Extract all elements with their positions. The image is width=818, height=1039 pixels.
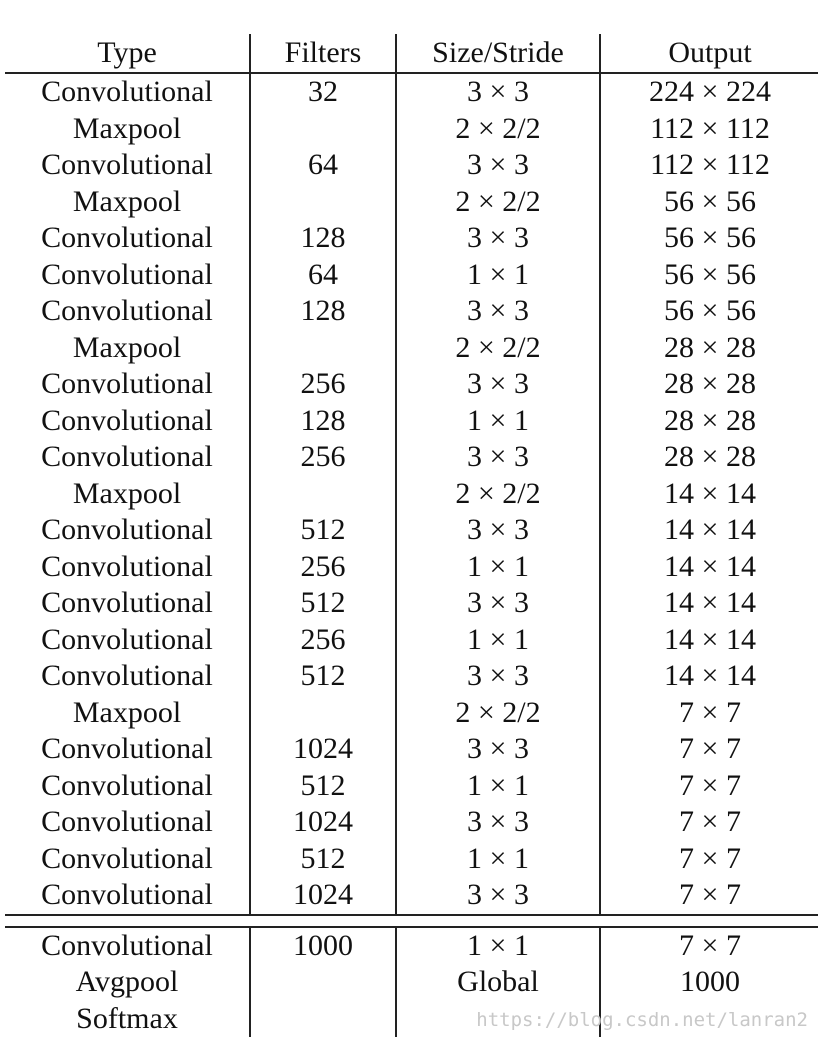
cell-output: 56 × 56 xyxy=(600,257,818,294)
cell-size-stride: 1 × 1 xyxy=(396,927,600,965)
table-row xyxy=(5,330,818,367)
table-row xyxy=(5,366,818,403)
cell-size-stride: 1 × 1 xyxy=(396,549,600,586)
cell-type: Convolutional xyxy=(41,257,213,291)
cell-type: Convolutional xyxy=(41,841,213,875)
cell-filters: 128 xyxy=(250,403,396,440)
cell-type: Convolutional xyxy=(41,513,213,546)
table-row xyxy=(5,658,818,695)
cell-type: Convolutional xyxy=(41,440,213,473)
cell-filters: 64 xyxy=(250,257,396,294)
cell-size-stride: 2 × 2/2 xyxy=(396,476,600,513)
cell-output: 7 × 7 xyxy=(600,731,818,768)
cell-filters xyxy=(250,184,396,221)
cell-filters: 128 xyxy=(250,220,396,257)
header-size-stride: Size/Stride xyxy=(396,34,600,73)
table-row xyxy=(5,549,818,586)
cell-size-stride: 3 × 3 xyxy=(396,439,600,476)
architecture-table xyxy=(5,34,818,1037)
cell-type: Convolutional xyxy=(41,549,213,583)
cell-output: 14 × 14 xyxy=(600,476,818,513)
cell-filters: 64 xyxy=(250,147,396,184)
table-row xyxy=(5,877,818,915)
cell-filters xyxy=(250,476,396,513)
cell-output: 28 × 28 xyxy=(600,439,818,476)
cell-output: 224 × 224 xyxy=(600,73,818,111)
cell-filters: 512 xyxy=(250,512,396,549)
separator-cell xyxy=(250,915,396,927)
cell-type: Maxpool xyxy=(72,330,182,364)
cell-output: 112 × 112 xyxy=(600,111,818,148)
cell-type: Convolutional xyxy=(41,75,213,108)
cell-type: Maxpool xyxy=(72,111,182,145)
cell-output: 28 × 28 xyxy=(600,330,818,367)
cell-filters xyxy=(250,1001,396,1038)
table-row xyxy=(5,439,818,476)
cell-size-stride: 3 × 3 xyxy=(396,585,600,622)
cell-size-stride: 1 × 1 xyxy=(396,768,600,805)
cell-type: Convolutional xyxy=(41,367,213,400)
cell-output: 28 × 28 xyxy=(600,366,818,403)
cell-output: 7 × 7 xyxy=(600,804,818,841)
table-row xyxy=(5,964,818,1001)
table-row xyxy=(5,804,818,841)
cell-size-stride: 1 × 1 xyxy=(396,841,600,878)
table-row xyxy=(5,184,818,221)
cell-type: Convolutional xyxy=(41,586,213,619)
cell-filters: 256 xyxy=(250,549,396,586)
cell-size-stride: 3 × 3 xyxy=(396,147,600,184)
cell-size-stride: 3 × 3 xyxy=(396,731,600,768)
cell-filters: 512 xyxy=(250,585,396,622)
cell-type: Avgpool xyxy=(75,965,179,998)
cell-size-stride: 1 × 1 xyxy=(396,403,600,440)
cell-size-stride: 3 × 3 xyxy=(396,293,600,330)
cell-filters: 1024 xyxy=(250,877,396,915)
table-row xyxy=(5,927,818,965)
table-row xyxy=(5,585,818,622)
cell-size-stride: 3 × 3 xyxy=(396,877,600,915)
table-row xyxy=(5,147,818,184)
cell-output: 7 × 7 xyxy=(600,877,818,915)
cell-filters xyxy=(250,111,396,148)
cell-size-stride: Global xyxy=(396,964,600,1001)
table-row xyxy=(5,220,818,257)
cell-type: Convolutional xyxy=(41,878,213,911)
cell-size-stride: 2 × 2/2 xyxy=(396,184,600,221)
double-rule xyxy=(5,915,818,927)
cell-output: 14 × 14 xyxy=(600,585,818,622)
table-separator xyxy=(5,915,818,927)
cell-size-stride: 3 × 3 xyxy=(396,220,600,257)
watermark-text: https://blog.csdn.net/lanran2 xyxy=(476,1009,808,1031)
cell-filters xyxy=(250,330,396,367)
cell-size-stride: 2 × 2/2 xyxy=(396,330,600,367)
cell-output: 14 × 14 xyxy=(600,512,818,549)
cell-size-stride: 3 × 3 xyxy=(396,512,600,549)
cell-filters xyxy=(250,964,396,1001)
table-row xyxy=(5,111,818,148)
cell-filters: 256 xyxy=(250,622,396,659)
cell-type: Convolutional xyxy=(41,148,213,181)
cell-type: Convolutional xyxy=(41,805,213,838)
cell-filters: 32 xyxy=(250,73,396,111)
cell-type: Maxpool xyxy=(72,476,182,510)
cell-type: Convolutional xyxy=(41,768,213,802)
cell-size-stride: 1 × 1 xyxy=(396,257,600,294)
cell-size-stride: 3 × 3 xyxy=(396,658,600,695)
cell-type: Convolutional xyxy=(41,659,213,692)
cell-type: Convolutional xyxy=(41,622,213,656)
cell-size-stride: 3 × 3 xyxy=(396,366,600,403)
cell-filters: 512 xyxy=(250,658,396,695)
cell-output: 14 × 14 xyxy=(600,549,818,586)
header-row xyxy=(5,34,818,73)
cell-size-stride: 3 × 3 xyxy=(396,804,600,841)
cell-size-stride: 2 × 2/2 xyxy=(396,111,600,148)
cell-type: Maxpool xyxy=(72,184,182,218)
cell-filters: 1024 xyxy=(250,731,396,768)
header-output: Output xyxy=(600,34,818,73)
table-row xyxy=(5,768,818,805)
cell-output: 28 × 28 xyxy=(600,403,818,440)
cell-size-stride: 3 × 3 xyxy=(396,73,600,111)
table-row xyxy=(5,695,818,732)
table-row xyxy=(5,476,818,513)
table-row xyxy=(5,293,818,330)
cell-output: 14 × 14 xyxy=(600,658,818,695)
cell-output: 7 × 7 xyxy=(600,927,818,965)
table-row xyxy=(5,257,818,294)
cell-filters xyxy=(250,695,396,732)
table-row xyxy=(5,73,818,111)
separator-cell xyxy=(396,915,600,927)
cell-output: 7 × 7 xyxy=(600,768,818,805)
cell-output: 56 × 56 xyxy=(600,293,818,330)
header-filters: Filters xyxy=(250,34,396,73)
cell-filters: 256 xyxy=(250,366,396,403)
cell-output: 56 × 56 xyxy=(600,184,818,221)
table-row xyxy=(5,731,818,768)
table-row xyxy=(5,622,818,659)
cell-filters: 512 xyxy=(250,768,396,805)
table-row xyxy=(5,403,818,440)
cell-type: Convolutional xyxy=(41,403,213,437)
cell-type: Convolutional xyxy=(41,928,213,962)
table-row xyxy=(5,512,818,549)
cell-size-stride: 1 × 1 xyxy=(396,622,600,659)
cell-output: 7 × 7 xyxy=(600,695,818,732)
cell-filters: 1000 xyxy=(250,927,396,965)
cell-type: Maxpool xyxy=(72,695,182,729)
header-type: Type xyxy=(5,34,250,73)
separator-cell xyxy=(5,915,250,927)
cell-type: Convolutional xyxy=(41,732,213,765)
cell-type: Softmax xyxy=(76,1001,178,1035)
table-body-main xyxy=(5,73,818,915)
cell-type: Convolutional xyxy=(41,294,213,327)
cell-size-stride: 2 × 2/2 xyxy=(396,695,600,732)
cell-filters: 1024 xyxy=(250,804,396,841)
cell-output: 112 × 112 xyxy=(600,147,818,184)
cell-output: 14 × 14 xyxy=(600,622,818,659)
cell-filters: 128 xyxy=(250,293,396,330)
cell-filters: 256 xyxy=(250,439,396,476)
cell-filters: 512 xyxy=(250,841,396,878)
cell-output: 7 × 7 xyxy=(600,841,818,878)
table-row xyxy=(5,841,818,878)
cell-output: 1000 xyxy=(600,964,818,1001)
cell-type: Convolutional xyxy=(41,221,213,254)
cell-output: 56 × 56 xyxy=(600,220,818,257)
separator-cell xyxy=(600,915,818,927)
